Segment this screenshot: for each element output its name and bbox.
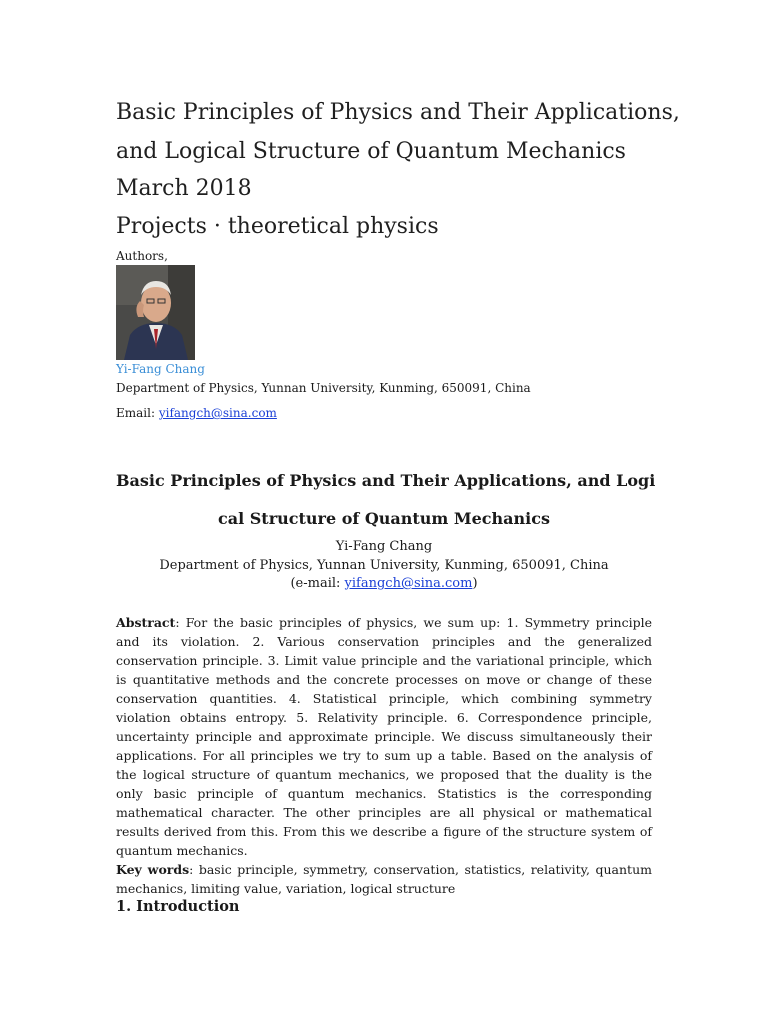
author-photo[interactable]: [116, 265, 195, 360]
publication-date: March 2018: [116, 176, 252, 201]
paper-email-line: [116, 576, 652, 591]
header-email-line: [116, 406, 277, 420]
email-label: Email:: [116, 406, 159, 420]
section-heading-introduction: 1. Introduction: [116, 898, 240, 915]
header-title-line2: and Logical Structure of Quantum Mechanics: [116, 139, 626, 164]
header-title-line1: Basic Principles of Physics and Their Applications,: [116, 100, 680, 125]
abstract-label: Abstract: [116, 615, 176, 630]
author-name-link[interactable]: Yi-Fang Chang: [116, 362, 205, 376]
projects-line: Projects · theoretical physics: [116, 214, 439, 239]
abstract-paragraph: [116, 613, 652, 898]
authors-label: Authors,: [116, 249, 168, 263]
paper-title-line1: Basic Principles of Physics and Their Applications, and Logi: [116, 471, 656, 490]
abstract-text: : For the basic principles of physics, we sum up: 1. Symmetry principle and its violation. 2. Various conservation principles and the generalized conservation principle. 3. Limit value principle and the variational principle, which is quantitative methods and the concrete processes on move or change of these conservation quantities. 4. Statistical principle, which combining symmetry violation obtains entropy. 5. Relativity principle. 6. Correspondence principle, uncertainty principle and approximate principle. We discuss simultaneously their applications. For all principles we try to sum up a table. Based on the analysis of the logical structure of quantum mechanics, we proposed that the duality is the only basic principle of quantum mechanics. Statistics is the corresponding mathematical character. The other principles are all physical or mathematical results derived from this. From this we describe a figure of the structure system of quantum mechanics.: [116, 615, 652, 858]
paper-email-suffix: ): [472, 576, 478, 591]
header-affiliation: Department of Physics, Yunnan University, Kunming, 650091, China: [116, 381, 531, 395]
keywords-label: Key words: [116, 862, 190, 877]
paper-email-link[interactable]: yifangch@sina.com: [344, 576, 473, 591]
paper-title-line2: cal Structure of Quantum Mechanics: [217, 509, 551, 528]
paper-affiliation: Department of Physics, Yunnan University, Kunming, 650091, China: [159, 558, 609, 573]
paper-email-prefix: (e-mail:: [290, 576, 345, 591]
paper-author: Yi-Fang Chang: [335, 539, 433, 554]
header-email-link[interactable]: yifangch@sina.com: [158, 406, 277, 420]
keywords-text: : basic principle, symmetry, conservation, statistics, relativity, quantum mechanics, limiting value, variation, logical structure: [116, 862, 652, 896]
